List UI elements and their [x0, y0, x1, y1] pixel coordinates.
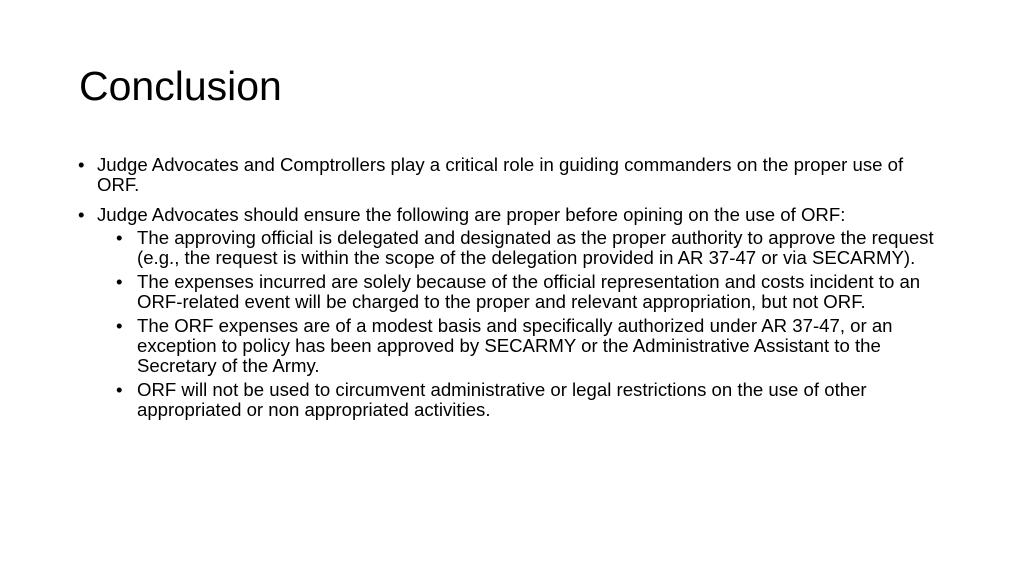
- sub-bullet-text: The ORF expenses are of a modest basis and specifically authorized under AR 37-47, or an exception to policy has been approved by SECARMY or the Administrative Assistant to the Secretary of the Army.: [137, 315, 893, 376]
- bullet-dot-icon: •: [116, 315, 123, 336]
- bullet-dot-icon: •: [116, 379, 123, 400]
- sub-bullet-text: ORF will not be used to circumvent administrative or legal restrictions on the use of other appropriated or non appropriated activities.: [137, 379, 867, 420]
- sub-bullet-item: [116, 380, 948, 420]
- sub-bullet-text: The expenses incurred are solely because of the official representation and costs incident to an ORF-related event will be charged to the proper and relevant appropriation, but not ORF.: [137, 271, 921, 312]
- sub-bullet-item: [116, 316, 948, 376]
- slide-title: Conclusion: [79, 63, 282, 109]
- bullet-text: Judge Advocates should ensure the following are proper before opining on the use of ORF:: [97, 204, 846, 225]
- slide-body: [78, 155, 948, 420]
- bullet-list: [78, 155, 948, 420]
- bullet-text: Judge Advocates and Comptrollers play a critical role in guiding commanders on the proper use of ORF.: [97, 154, 904, 195]
- sub-bullet-text: The approving official is delegated and designated as the proper authority to approve the request (e.g., the request is within the scope of the delegation provided in AR 37-47 or via SECARMY).: [137, 227, 934, 268]
- bullet-item: [78, 205, 948, 420]
- sub-bullet-item: [116, 228, 948, 268]
- sub-bullet-item: [116, 272, 948, 312]
- bullet-dot-icon: •: [78, 154, 85, 175]
- bullet-dot-icon: •: [78, 204, 85, 225]
- bullet-dot-icon: •: [116, 271, 123, 292]
- bullet-item: [78, 155, 948, 195]
- bullet-dot-icon: •: [116, 227, 123, 248]
- sub-bullet-list: [97, 228, 948, 420]
